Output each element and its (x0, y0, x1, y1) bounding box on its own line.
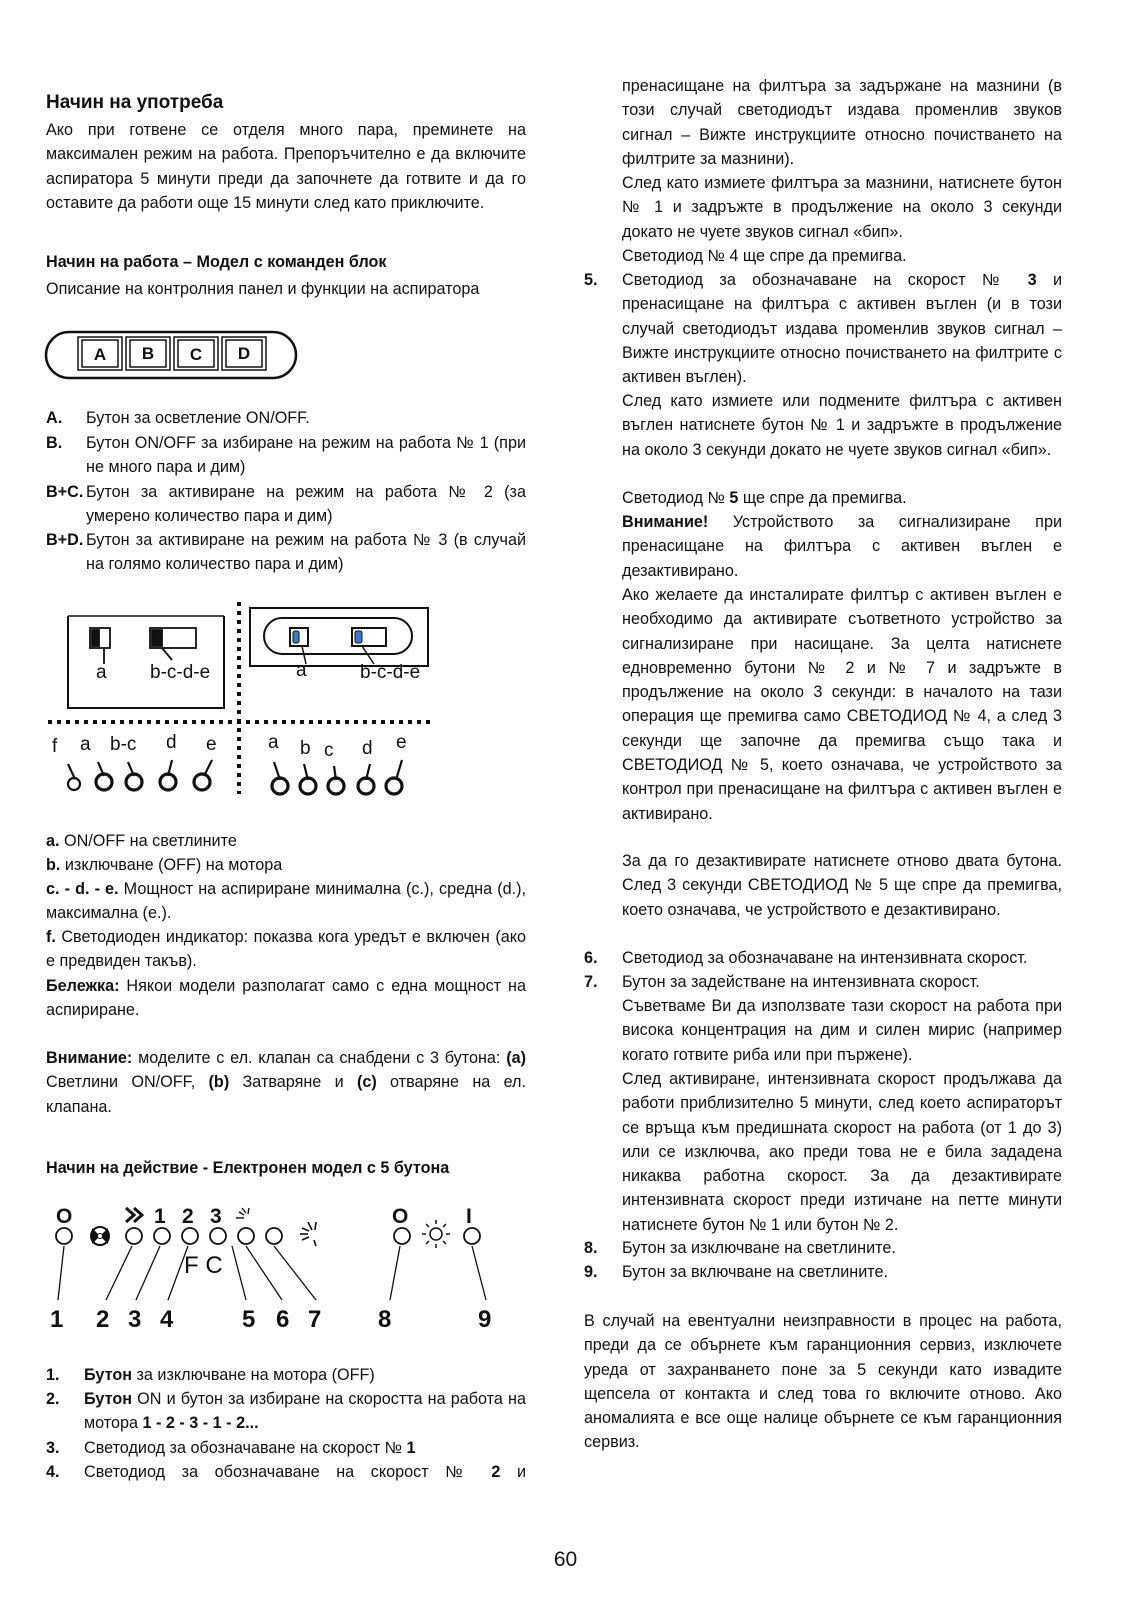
knob-label-a-right: a (268, 732, 279, 753)
step-bold: Бутон (84, 1366, 133, 1384)
function-b (46, 853, 526, 877)
function-f (46, 925, 526, 974)
step-led-number: 5 (729, 489, 739, 507)
slider-label-bcde: b-c-d-e (150, 662, 211, 683)
step-number: 1. (46, 1366, 60, 1384)
control-item-label: B. (46, 434, 63, 452)
step-4-continued: пренасищане на филтъра за задържане на мазнини (в този случай светодиодът издава променлив звуков сигнал – Вижте инструкциите относно почистването на филтрите за мазнини). (622, 77, 1062, 168)
step-text: ON и бутон за избиране на скоростта на работа на мотора (84, 1390, 526, 1433)
knob-label-d-right: d (362, 738, 373, 759)
step-number: 4. (46, 1463, 60, 1481)
function-label: b. (46, 856, 61, 874)
step-number: 9. (584, 1263, 598, 1281)
step-number: 2. (46, 1390, 60, 1408)
step-7-details: След активиране, интензивната скорост продължава да работи приблизително 5 минути, след което аспираторът се връща към предишната скорост на работа (от 1 до 3) или се изключва, ако преди това не е била зададена никаква работна скорост. За да дезактивирате интензивната скорост преди изтичане на петте минути натиснете бутон № 1 или бутон № 2. (622, 1070, 1062, 1234)
function-note (46, 974, 526, 1023)
step-5-led (622, 486, 1062, 510)
step-9 (584, 1260, 1062, 1284)
panel-label-light-off: O (392, 1205, 409, 1228)
step-text: и пренасищане на филтъра с активен въглен (и в този случай светодиодът издава променлив звуков сигнал – Вижте инструкциите относно почистването на филтрите с активен въглен). (622, 271, 1062, 387)
step-text: Светодиод № (622, 489, 730, 507)
function-label: c. - d. - e. (46, 880, 119, 898)
function-cde (46, 877, 526, 926)
function-text: ON/OFF на светлините (59, 832, 237, 850)
function-label: Бележка: (46, 977, 120, 995)
fault-paragraph: В случай на евентуални неизправности в процес на работа, преди да се обърнете към гаранционния сервиз, изключете уреда от захранването поне за 5 секунди като извадите щепсела от контакта и след това го включите отново. Ако аномалията е все още налице обърнете се към гаранционния сервиз. (584, 1312, 1062, 1452)
step-text: Бутон за задействане на интензивната скорост. (622, 973, 980, 991)
panel-label-3: 3 (210, 1205, 222, 1228)
knob-label-c-right: c (324, 740, 334, 761)
valve-note-text: Светлини ON/OFF, (46, 1073, 209, 1092)
valve-note-text: отваряне на ел. клапана. (46, 1073, 526, 1116)
knob-label-d: d (166, 732, 177, 753)
step-number: 6. (584, 949, 598, 967)
step-4 (46, 1460, 526, 1484)
step-text: ще спре да премигва. (738, 489, 907, 507)
knob-label-e: e (206, 734, 217, 755)
step-bold: Бутон (84, 1390, 133, 1408)
function-label: a. (46, 832, 60, 850)
step-number: 5. (584, 271, 598, 289)
valve-note-b: (b) (208, 1073, 230, 1092)
control-block-title: Начин на работа – Модел с команден блок (46, 253, 387, 271)
control-item-text: Бутон за осветление ON/OFF. (86, 409, 310, 427)
panel-number-6: 6 (276, 1306, 290, 1333)
step-5-deactivate: За да го дезактивирате натиснете отново двата бутона. След 3 секунди СВЕТОДИОД № 5 ще спре да премигва, което означава, че устройството е дезактивирано. (622, 852, 1062, 919)
step-sequence: 1 - 2 - 3 - 1 - 2... (142, 1414, 259, 1433)
knob-label-f: f (52, 736, 58, 757)
electronic-title: Начин на действие - Електронен модел с 5 бутона (46, 1159, 450, 1177)
key-a-label: A (93, 345, 107, 364)
panel-label-2: 2 (182, 1205, 194, 1228)
panel-label-off: O (56, 1205, 73, 1228)
usage-paragraph: Ако при готвене се отделя много пара, преминете на максимален режим на работа. Препоръчително е да включите аспиратора 5 минути преди да започнете да готвите и да го оставите да работи още 15 минути след като приключите. (46, 121, 526, 212)
function-text: изключване (OFF) на мотора (60, 856, 283, 874)
step-1 (46, 1363, 526, 1387)
step-6 (584, 946, 1062, 970)
step-8 (584, 1236, 1062, 1260)
warning-text: Устройството за сигнализиране при пренасищане на филтъра с активен въглен е дезактивирано. (622, 513, 1062, 580)
step-5 (584, 268, 1062, 389)
control-item-label: A. (46, 409, 63, 427)
step-5-install: Ако желаете да инсталирате филтър с активен въглен е необходимо да активирате съответното устройство за сигнализиране при насищане. За целта натиснете едновременно бутони № 2 и № 7 и задръжте в продължение на около 3 секунди: в началото на тази операция ще премигва само СВЕТОДИОД № 4, а след 3 секунди ще започне да премигва също така и СВЕТОДИОД № 5, което означава, че устройството за контрол при пренасищане на филтъра с активен въглен е активирано. (622, 586, 1062, 823)
step-text: Светодиод за обозначаване на скорост № (622, 271, 1028, 289)
control-item-text: Бутон за активиране на режим на работа № 2 (за умерено количество пара и дим) (86, 483, 526, 526)
key-b-label: B (141, 344, 155, 363)
function-text: Някои модели разполагат само с една мощност на аспириране. (46, 977, 526, 1020)
step-number: 3. (46, 1439, 60, 1457)
panel-number-7: 7 (308, 1306, 322, 1333)
step-speed: 3 (1027, 271, 1037, 289)
control-item-bd (46, 528, 526, 577)
step-number: 7. (584, 973, 598, 991)
knob-label-a: a (80, 734, 91, 755)
control-item-b (46, 431, 526, 480)
control-item-text: Бутон ON/OFF за избиране на режим на работа № 1 (при не много пара и дим) (86, 434, 526, 477)
slider-label-bcde-right: b-c-d-e (360, 662, 421, 683)
step-7 (584, 970, 1062, 994)
step-text-end: и (500, 1463, 526, 1481)
panel-number-5: 5 (242, 1306, 256, 1333)
knob-label-e-right: e (396, 732, 407, 753)
function-label: f. (46, 928, 56, 946)
valve-note-text: Затваряне и (229, 1073, 357, 1092)
light-icon (422, 1220, 450, 1248)
valve-note-label: Внимание: (46, 1049, 133, 1067)
fan-icon (91, 1227, 109, 1245)
slider-label-a-right: a (296, 660, 307, 681)
panel-label-1: 1 (154, 1205, 166, 1228)
control-item-a (46, 406, 526, 430)
page-number: 60 (553, 1548, 578, 1571)
panel-number-4: 4 (160, 1306, 174, 1333)
function-text: Мощност на аспириране минимална (c.), средна (d.), максимална (e.). (46, 880, 526, 923)
warning-label: Внимание! (622, 513, 709, 531)
control-item-text: Бутон за активиране на режим на работа № 3 (в случай на голямо количество пара и дим) (86, 531, 526, 574)
valve-note-text: моделите с ел. клапан са снабдени с 3 бутона: (132, 1049, 507, 1067)
control-item-label: B+C. (46, 483, 84, 501)
step-text: Бутон за включване на светлините. (622, 1263, 889, 1281)
electronic-panel-diagram (44, 1200, 514, 1334)
step-5-after: След като измиете или подмените филтъра с активен въглен натиснете бутон № 1 и задръжте в продължение на около 3 секунди докато не чуете звуков сигнал «бип». (622, 392, 1062, 459)
step-text: Бутон за изключване на светлините. (622, 1239, 896, 1257)
panel-number-2: 2 (96, 1306, 110, 1333)
panel-number-3: 3 (128, 1306, 142, 1333)
step-speed: 2 (491, 1463, 501, 1481)
slider-knob-diagram (44, 598, 444, 804)
step-text: Светодиод за обозначаване на интензивната скорост. (622, 949, 1028, 967)
panel-number-9: 9 (478, 1306, 492, 1333)
function-text: Светодиоден индикатор: показва кога уредът е включен (ако е предвиден такъв). (46, 928, 526, 971)
valve-note-c: (c) (356, 1073, 377, 1092)
panel-fc-label: F C (184, 1252, 223, 1279)
control-block-subtitle: Описание на контролния панел и функции на аспиратора (46, 280, 480, 298)
step-text: Светодиод за обозначаване на скорост № (84, 1439, 407, 1457)
slider-label-a: a (96, 662, 107, 683)
section-title-usage: Начин на употреба (46, 92, 224, 113)
step-5-warning (622, 510, 1062, 583)
step-speed: 1 (406, 1439, 416, 1457)
valve-note-a: (a) (506, 1049, 526, 1067)
valve-note (46, 1046, 526, 1119)
step-4-after: След като измиете филтъра за мазнини, натиснете бутон № 1 и задръжте в продължение на около 3 секунди докато не чуете звуков сигнал «бип». (622, 174, 1062, 241)
step-number: 8. (584, 1239, 598, 1257)
step-text: за изключване на мотора (OFF) (132, 1366, 375, 1384)
keypad-diagram (44, 328, 304, 384)
knob-label-bc: b-c (110, 734, 137, 755)
intensive-icon (300, 1222, 316, 1246)
key-d-label: D (237, 344, 251, 363)
panel-number-1: 1 (50, 1306, 64, 1333)
control-item-label: B+D. (46, 531, 84, 549)
step-4-led: Светодиод № 4 ще спре да премигва. (622, 247, 907, 265)
step-text: Светодиод за обозначаване на скорост № (84, 1463, 492, 1481)
control-item-bc (46, 480, 526, 529)
intensive-small-icon (236, 1208, 249, 1218)
step-7-advice: Съветваме Ви да използвате тази скорост на работа при висока концентрация на дим и силен мирис (например когато готвите риба или при пържене). (622, 997, 1062, 1064)
step-3 (46, 1436, 526, 1460)
function-a (46, 829, 526, 853)
knob-label-b-right: b (300, 738, 311, 759)
panel-label-light-on: I (466, 1205, 472, 1228)
step-2 (46, 1387, 526, 1436)
key-c-label: C (189, 345, 203, 364)
panel-number-8: 8 (378, 1306, 392, 1333)
chevron-right-icon (126, 1208, 142, 1222)
